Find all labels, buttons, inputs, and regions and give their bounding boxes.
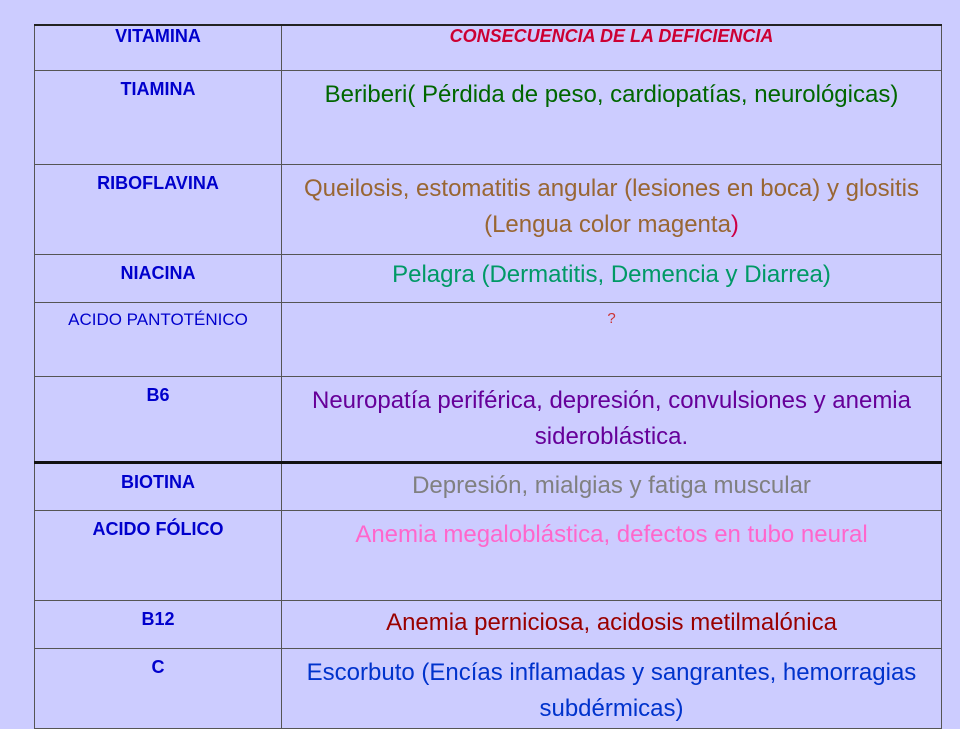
header-row: [35, 25, 942, 71]
vitamin-name: RIBOFLAVINA: [97, 173, 219, 193]
vitamin-name: C: [151, 657, 165, 677]
vitamin-name: B12: [141, 609, 175, 629]
vitamin-deficiency-table: [34, 24, 942, 729]
table-row: [35, 463, 942, 511]
deficiency-consequence: Pelagra (Dermatitis, Demencia y Diarrea): [392, 261, 831, 288]
vitamin-name: BIOTINA: [121, 472, 195, 492]
deficiency-consequence: ?: [607, 310, 616, 327]
deficiency-consequence: Beriberi( Pérdida de peso, cardiopatías, neurológicas): [324, 81, 899, 108]
vitamin-name: NIACINA: [120, 263, 196, 283]
vitamin-name: B6: [146, 385, 170, 405]
deficiency-consequence: Anemia perniciosa, acidosis metilmalónica: [386, 609, 837, 636]
deficiency-consequence: Anemia megaloblástica, defectos en tubo neural: [355, 521, 868, 548]
closing-parenthesis: ): [730, 211, 739, 238]
deficiency-consequence: Neuropatía periférica, depresión, convulsiones y anemia sideroblástica.: [311, 387, 911, 450]
table-row: [35, 511, 942, 601]
header-consequence: CONSECUENCIA DE LA DEFICIENCIA: [282, 25, 942, 71]
vitamin-name: ACIDO FÓLICO: [92, 519, 224, 539]
table-row: [35, 303, 942, 377]
table-row: [35, 649, 942, 729]
deficiency-consequence: Queilosis, estomatitis angular (lesiones en boca) y glositis (Lengua color magenta: [304, 175, 919, 238]
deficiency-consequence: Escorbuto (Encías inflamadas y sangrantes, hemorragias subdérmicas): [306, 659, 917, 722]
vitamin-name: TIAMINA: [120, 79, 196, 99]
deficiency-consequence: Depresión, mialgias y fatiga muscular: [412, 472, 811, 499]
table-row: [35, 255, 942, 303]
vitamin-name: ACIDO PANTOTÉNICO: [68, 310, 248, 329]
table-row: [35, 71, 942, 165]
table-row: [35, 165, 942, 255]
table-row: [35, 601, 942, 649]
header-vitamin: VITAMINA: [35, 25, 282, 71]
table-row: [35, 377, 942, 463]
